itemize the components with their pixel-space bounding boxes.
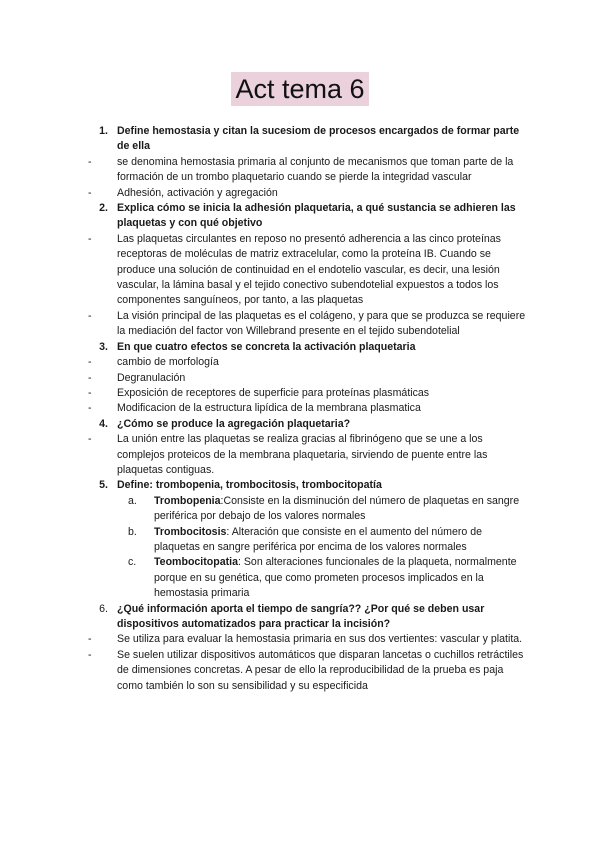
answer-item [88, 309, 528, 340]
definition-term: Teombocitopatia [154, 556, 238, 569]
definition-separator: : [220, 494, 224, 507]
definition-item [88, 525, 528, 556]
answer-item [88, 632, 528, 647]
definition-item [88, 555, 528, 601]
question-number: 3. [99, 340, 108, 353]
dash-bullet: - [88, 232, 92, 245]
question-number: 1. [99, 125, 108, 137]
answer-text: cambio de morfología [117, 356, 219, 369]
question-text: ¿Qué información aporta el tiempo de sangría?? ¿Por qué se deben usar dispositivos automatizados para practicar la incisión? [117, 602, 485, 630]
question-1 [88, 124, 528, 155]
definition-letter: a. [128, 494, 137, 507]
question-5 [88, 478, 528, 493]
answer-item [88, 401, 528, 416]
dash-bullet: - [88, 371, 92, 384]
answer-item [88, 371, 528, 386]
question-text: Explica cómo se inicia la adhesión plaquetaria, a qué sustancia se adhieren las plaquetas y con qué objetivo [117, 202, 516, 230]
definition-separator: : [237, 556, 244, 569]
definition-text: Alteración que consiste en el aumento del número de plaquetas en sangre periférica por encima de los valores normales [154, 525, 483, 553]
question-4 [88, 417, 528, 432]
answer-item [88, 648, 528, 694]
dash-bullet: - [88, 402, 92, 415]
definition-text: Son alteraciones funcionales de la plaqueta, normalmente porque en su genética, que como prometen procesos implicados en la hemostasia primaria [154, 556, 517, 600]
dash-bullet: - [88, 433, 92, 446]
title-container [0, 72, 600, 106]
answer-text: Modificacion de la estructura lipídica de la membrana plasmatica [117, 402, 421, 415]
answer-item [88, 232, 528, 309]
dash-bullet: - [88, 633, 92, 646]
dash-bullet: - [88, 648, 92, 661]
definition-term: Trombopenia [154, 494, 221, 507]
question-text: Define hemostasia y citan la sucesiom de procesos encargados de formar parte de ella [117, 125, 520, 153]
answer-item [88, 432, 528, 478]
definition-letter: c. [128, 556, 137, 569]
page-title: Act tema 6 [231, 72, 368, 106]
question-number: 2. [99, 202, 108, 215]
question-number: 6. [99, 602, 108, 615]
answer-text: Las plaquetas circulantes en reposo no presentó adherencia a las cinco proteínas receptoras de moléculas de matriz extracelular, como la proteína IB. Cuando se produce una solución de continuidad en el endotelio vascular, es decir, una lesión vascular, la lámina basal y el tejido conectivo subendotelial expuestos a todos los componentes sanguíneos, por tanto, a las plaquetas [117, 232, 501, 307]
answer-item [88, 186, 528, 201]
answer-text: Degranulación [117, 371, 186, 384]
definition-separator: : [226, 525, 232, 538]
question-2 [88, 201, 528, 232]
definition-letter: b. [128, 525, 137, 538]
answer-item [88, 355, 528, 370]
dash-bullet: - [88, 155, 92, 168]
answer-text: Exposición de receptores de superficie para proteínas plasmáticas [117, 386, 430, 399]
question-text: Define: trombopenia, trombocitosis, trombocitopatía [117, 479, 382, 492]
answer-item [88, 386, 528, 401]
definition-item [88, 494, 528, 525]
question-text: ¿Cómo se produce la agregación plaquetaria? [117, 417, 351, 430]
dash-bullet: - [88, 186, 92, 199]
definition-text: Consiste en la disminución del número de plaquetas en sangre periférica por debajo de los valores normales [154, 494, 520, 523]
question-3 [88, 340, 528, 355]
answer-text: se denomina hemostasia primaria al conjunto de mecanismos que toman parte de la formación de un trombo plaquetario cuando se pierde la integridad vascular [117, 155, 514, 184]
question-number: 4. [99, 417, 108, 430]
dash-bullet: - [88, 386, 92, 399]
dash-bullet: - [88, 356, 92, 369]
document-body [88, 124, 528, 694]
question-number: 5. [99, 479, 108, 492]
question-6 [88, 602, 528, 633]
answer-text: La visión principal de las plaquetas es el colágeno, y para que se produzca se requiere la mediación del factor von Willebrand presente en el tejido subendotelial [117, 309, 526, 338]
answer-text: Se utiliza para evaluar la hemostasia primaria en sus dos vertientes: vascular y platita. [117, 633, 523, 646]
dash-bullet: - [88, 309, 92, 322]
answer-text: Adhesión, activación y agregación [117, 186, 278, 199]
question-text: En que cuatro efectos se concreta la activación plaquetaria [117, 340, 416, 353]
answer-text: La unión entre las plaquetas se realiza gracias al fibrinógeno que se une a los complejos proteicos de la membrana plaquetaria, sirviendo de puente entre las plaquetas contiguas. [117, 433, 488, 476]
answer-text: Se suelen utilizar dispositivos automáticos que disparan lancetas o cuchillos retráctiles de dimensiones concretas. A pesar de ello la reproducibilidad de la prueba es paja como también lo son su sensibilidad y su especificida [117, 648, 524, 692]
answer-item [88, 155, 528, 186]
definition-term: Trombocitosis [154, 525, 227, 538]
